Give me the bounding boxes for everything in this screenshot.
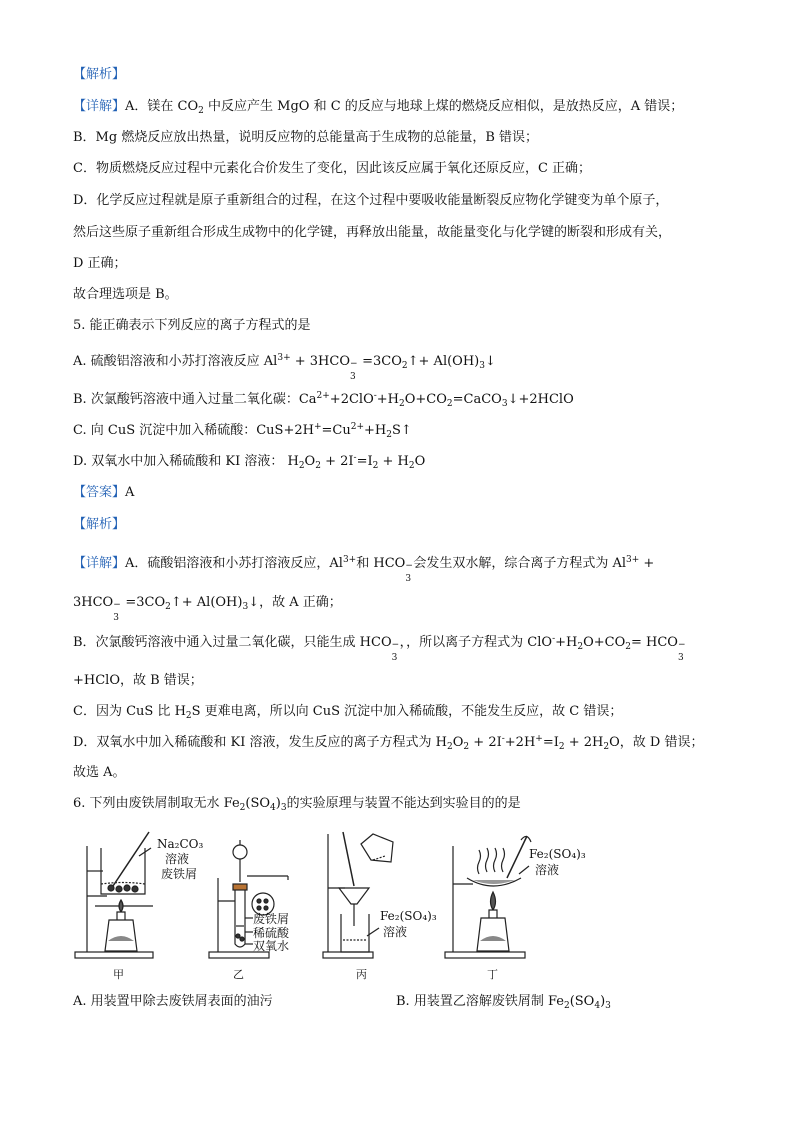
q5-answer: 【答案】A [73, 485, 135, 500]
apparatus-figure [73, 826, 653, 986]
q5-exp-a2: 3HCO − 3 $=3CO_2↑+$ $Al(OH)_3↓$，故 A 正确； [73, 595, 342, 623]
apparatus-bing [323, 832, 437, 981]
yi-reagent-3: 双氧水 [253, 939, 290, 953]
q6-option-b: B. 用装置乙溶解废铁屑制 $Fe_2(SO_4)_3$ [396, 994, 611, 1011]
q5-stem: 5. 能正确表示下列反应的离子方程式的是 [73, 318, 311, 333]
q6-option-a: A. 用装置甲除去废铁屑表面的油污 [73, 994, 273, 1009]
jia-reagent-1: Na₂CO₃ [157, 837, 204, 851]
apparatus-ding [445, 836, 586, 981]
q5-analysis-tag: 【解析】 [73, 517, 126, 532]
q4-detail-c: C．物质燃烧反应过程中元素化合价发生了变化，因此该反应属于氧化还原反应，C 正确； [73, 161, 592, 176]
analysis-tag: 【解析】 [73, 67, 126, 82]
q4-conclusion: 故合理选项是 B。 [73, 287, 178, 302]
q4-detail-b: B．Mg 燃烧反应放出热量，说明反应物的总能量高于生成物的总能量，B 错误； [73, 130, 539, 145]
yi-reagent-1: 废铁屑 [253, 912, 290, 926]
q4-detail-d2: 然后这些原子重新组合形成生成物中的化学键，再释放出能量，故能量变化与化学键的断裂和形成有关， [73, 225, 672, 240]
jia-reagent-3: 废铁屑 [161, 867, 198, 881]
q5-exp-b2: +HClO，故 B 错误； [73, 673, 203, 688]
q4-detail-a: 【详解】A．镁在 $CO_2$ 中反应产生 MgO 和 C 的反应与地球上煤的燃烧反应相似，是放热反应，A 错误； [73, 99, 684, 116]
apparatus-yi [209, 840, 290, 981]
caption-jia: 甲 [113, 968, 124, 981]
q5-exp-c: C．因为 CuS 比 $H_2S$ 更难电离，所以向 CuS 沉淀中加入稀硫酸，不能发生反应，故 C 错误； [73, 704, 623, 721]
bing-reagent-1: Fe₂(SO₄)₃ [380, 909, 437, 923]
q4-detail-d1: D．化学反应过程就是原子重新组合的过程，在这个过程中要吸收能量断裂反应物化学键变为单个原子， [73, 193, 669, 208]
q5-exp-d: D．双氧水中加入稀硫酸和 KI 溶液，发生反应的离子方程式为 $H_2O_2 + 2I^-+2H^+=I_2 + 2H_2O$，故 D 错误； [73, 734, 704, 752]
ding-reagent-2: 溶液 [535, 863, 560, 877]
caption-yi: 乙 [233, 968, 244, 981]
ding-reagent-1: Fe₂(SO₄)₃ [529, 847, 586, 861]
q6-stem: 6. 下列由废铁屑制取无水 $Fe_2(SO_4)_3$的实验原理与装置不能达到实验目的的是 [73, 796, 521, 813]
bing-reagent-2: 溶液 [383, 925, 408, 939]
q5-conclusion: 故选 A。 [73, 765, 126, 780]
q5-option-c: C. 向 CuS 沉淀中加入稀硫酸：$CuS+2H^+=Cu^{2+}+H_2S↑$ [73, 422, 412, 440]
q5-option-a: A. 硫酸铝溶液和小苏打溶液反应 $Al^{3+} + 3HCO$ − 3 $=3CO_2↑+$ $Al(OH)_3↓$ [73, 353, 496, 382]
q5-exp-b1: B．次氯酸钙溶液中通入过量二氧化碳，只能生成 HCO − 3 ，，所以离子方程式为 $ClO^-+H_2O+CO_2=$ HCO − 3 [73, 634, 686, 663]
q5-option-b: B. 次氯酸钙溶液中通入过量二氧化碳：$Ca^{2+}+2ClO^-+H_2O+CO_2=CaCO_3↓+2HClO$ [73, 391, 574, 409]
jia-reagent-2: 溶液 [165, 852, 190, 866]
caption-ding: 丁 [487, 968, 498, 981]
apparatus-jia [75, 832, 203, 981]
q5-exp-a1: 【详解】A．硫酸铝溶液和小苏打溶液反应，$Al^{3+}$和 HCO − 3 会发生双水解，综合离子方程式为 $Al^{3+}$ + [73, 555, 655, 584]
q5-option-d: D. 双氧水中加入稀硫酸和 KI 溶液： $H_2O_2 + 2I^-=I_2 + H_2O$ [73, 453, 426, 471]
yi-reagent-2: 稀硫酸 [253, 926, 290, 940]
q4-detail-d3: D 正确； [73, 256, 127, 271]
caption-bing: 丙 [356, 968, 367, 981]
